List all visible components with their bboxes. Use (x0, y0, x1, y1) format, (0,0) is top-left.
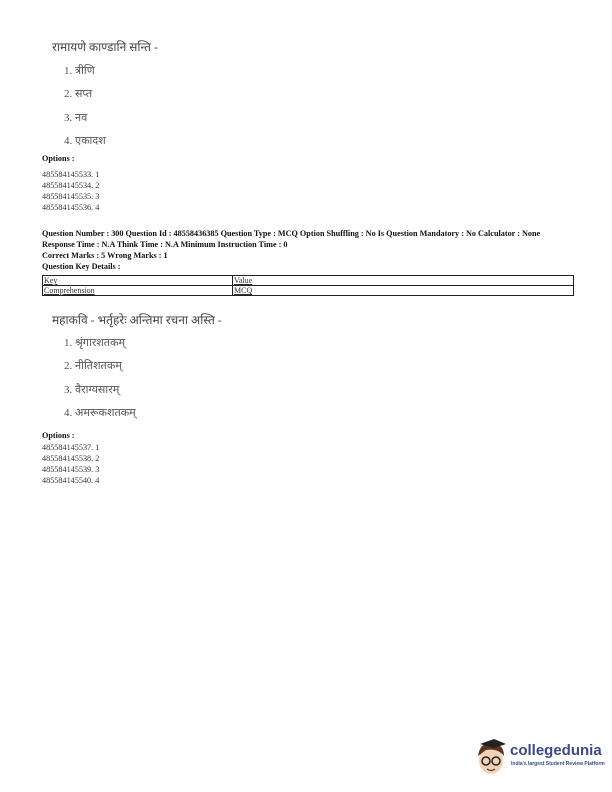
choice: 3. नव (64, 112, 88, 124)
question-meta-line: Correct Marks : 5 Wrong Marks : 1 (42, 251, 168, 260)
choice: 4. अमरूकशतकम् (64, 407, 136, 419)
option-id: 485584145539. 3 (42, 465, 100, 474)
question-meta-line: Response Time : N.A Think Time : N.A Minimum Instruction Time : 0 (42, 240, 288, 249)
collegedunia-logo (474, 736, 610, 780)
choice: 2. नीतिशतकम् (64, 360, 122, 372)
option-id: 485584145538. 2 (42, 454, 100, 463)
table-row (43, 286, 574, 296)
option-ids (42, 442, 99, 486)
choice: 3. वैराग्यसारम् (64, 384, 120, 396)
table-cell-value: MCQ (233, 286, 574, 296)
choice: 1. श्रृंगारशतकम् (64, 337, 126, 349)
question-meta-line: Question Number : 300 Question Id : 48558436385 Question Type : MCQ Option Shuffling : No Is Question Mandatory : No Calculator : None (42, 229, 541, 238)
mascot-icon (474, 736, 508, 778)
table-header-value: Value (233, 276, 574, 286)
choice: 4. एकादश (64, 135, 106, 147)
option-id: 485584145533. 1 (42, 170, 100, 179)
option-id: 485584145534. 2 (42, 181, 100, 190)
option-id: 485584145535. 3 (42, 192, 100, 201)
question-key-table (42, 275, 574, 296)
option-id: 485584145537. 1 (42, 443, 100, 452)
question-meta-line: Question Key Details : (42, 262, 121, 271)
option-ids (42, 169, 99, 213)
option-id: 485584145540. 4 (42, 476, 100, 485)
table-cell-key: Comprehension (43, 286, 233, 296)
logo-tagline: India's largest Student Review Platform (511, 761, 605, 767)
choice: 1. त्रीणि (64, 65, 95, 77)
options-label: Options : (42, 154, 75, 163)
options-label: Options : (42, 431, 75, 440)
table-header-row (43, 276, 574, 286)
question-text: रामायणे काण्डानि सन्ति - (52, 40, 159, 54)
table-header-key: Key (43, 276, 233, 286)
question-text: महाकवि - भर्तृहरेः अन्तिमा रचना अस्ति - (52, 313, 222, 327)
choice: 2. सप्त (64, 88, 93, 100)
logo-name: collegedunia (510, 742, 602, 759)
option-id: 485584145536. 4 (42, 203, 100, 212)
